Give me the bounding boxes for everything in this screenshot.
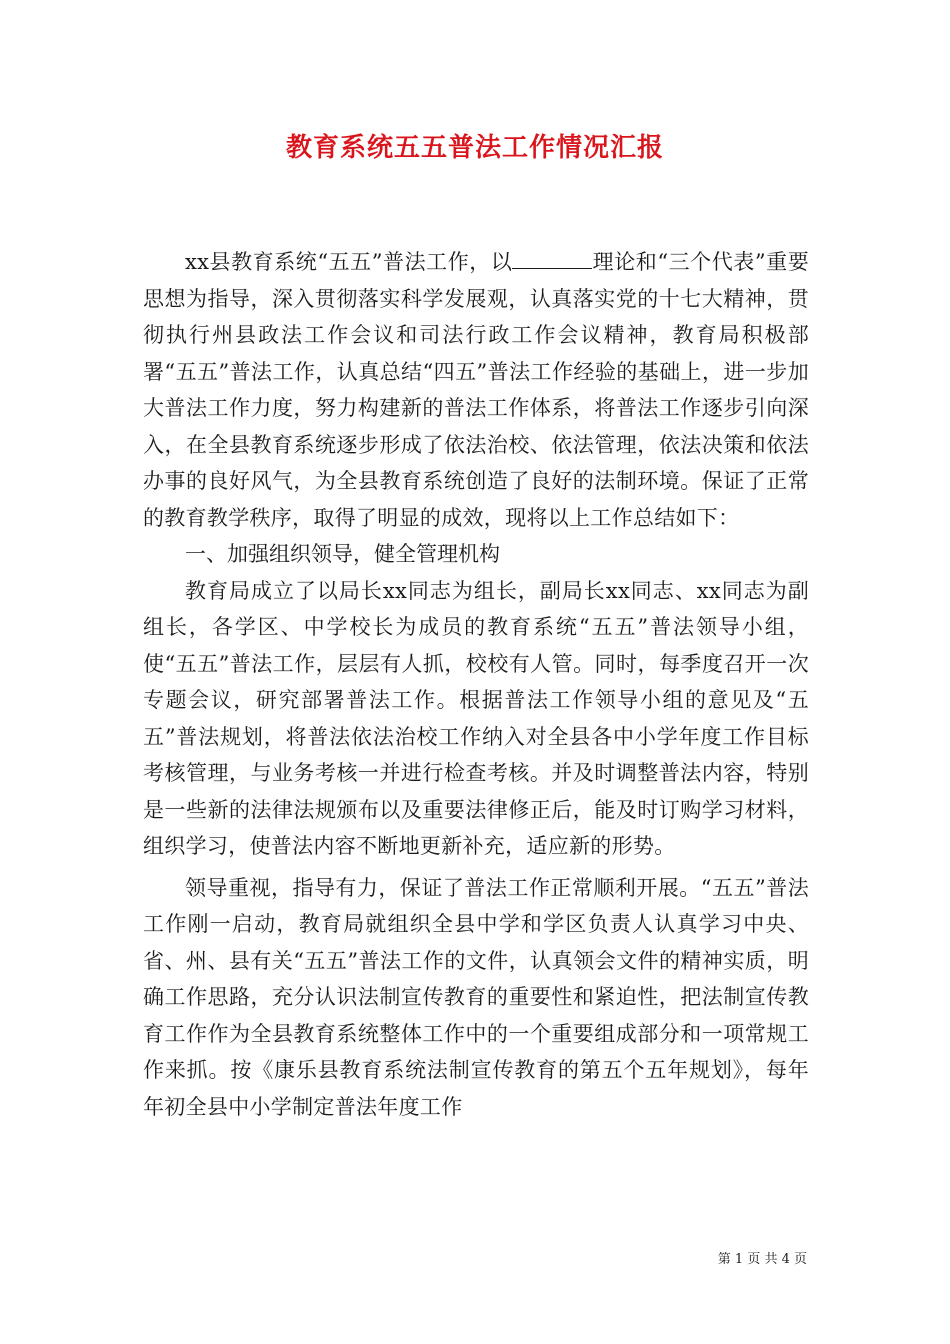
fill-in-blank — [512, 248, 592, 269]
page-number: 第 1 页 共 4 页 — [717, 1252, 807, 1267]
section-heading-1: 一、加强组织领导，健全管理机构 — [185, 542, 500, 566]
intro-text-start: xx县教育系统“五五”普法工作，以 — [185, 250, 513, 274]
section1-paragraph-2: 领导重视，指导有力，保证了普法工作正常顺利开展。“五五”普法工作刚一启动，教育局就组织全县中学和学区负责人认真学习中央、省、州、县有关“五五”普法工作的文件，认真领会文件的精神实质，明确工作思路，充分认识法制宣传教育的重要性和紧迫性，把法制宣传教育工作作为全县教育系统整体工作中的一个重要组成部分和一项常规工作来抓。按《康乐县教育系统法制宣传教育的第五个五年规划》，每年年初全县中小学制定普法年度工作 — [143, 875, 809, 1119]
section1-paragraph-1: 教育局成立了以局长xx同志为组长，副局长xx同志、xx同志为副组长，各学区、中学校长为成员的教育系统“五五”普法领导小组，使“五五”普法工作，层层有人抓，校校有人管。同时，每季度召开一次专题会议，研究部署普法工作。根据普法工作领导小组的意见及“五五”普法规划，将普法依法治校工作纳入对全县各中小学年度工作目标考核管理，与业务考核一并进行检查考核。并及时调整普法内容，特别是一些新的法律法规颁布以及重要法律修正后，能及时订购学习材料，组织学习，使普法内容不断地更新补充，适应新的形势。 — [143, 578, 809, 858]
intro-text-end: 理论和“三个代表”重要思想为指导，深入贯彻落实科学发展观，认真落实党的十七大精神，贯彻执行州县政法工作会议和司法行政工作会议精神，教育局积极部署“五五”普法工作，认真总结“四五”普法工作经验的基础上，进一步加大普法工作力度，努力构建新的普法工作体系，将普法工作逐步引向深入，在全县教育系统逐步形成了依法治校、依法管理，依法决策和依法办事的良好风气，为全县教育系统创造了良好的法制环境。保证了正常的教育教学秩序，取得了明显的成效，现将以上工作总结如下： — [143, 250, 809, 530]
document-body — [143, 244, 809, 1125]
document-title: 教育系统五五普法工作情况汇报 — [285, 133, 664, 163]
intro-paragraph — [143, 244, 809, 536]
